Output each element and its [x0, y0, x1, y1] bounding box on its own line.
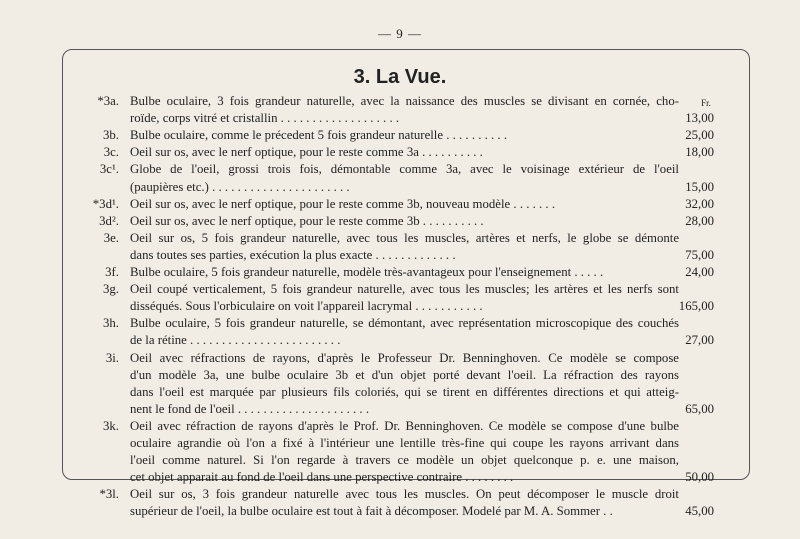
entry-text: Oeil sur os, avec le nerf optique, pour le reste comme 3b, nouveau modèle . . . . . . .	[130, 196, 556, 211]
entry-text: d'un modèle 3a, une bulbe oculaire 3b et d'un objet porté devant l'oeil. La réfraction des rayons	[130, 367, 679, 382]
entry-price: 45,00	[685, 504, 714, 519]
entry-text: (paupières etc.) . . . . . . . . . . . . . . . . . . . . . .	[130, 179, 350, 194]
catalog-line	[0, 127, 800, 144]
entry-price: 75,00	[685, 247, 714, 262]
entry-number: 3f.	[105, 265, 119, 279]
page-number: — 9 —	[378, 26, 422, 41]
catalog-line	[0, 161, 800, 178]
catalog-line	[0, 332, 800, 349]
entry-text: roïde, corps vitré et cristallin . . . . . . . . . . . . . . . . . . .	[130, 111, 400, 126]
entry-price: 15,00	[685, 179, 714, 194]
entry-price: 25,00	[685, 128, 714, 143]
entry-price: 50,00	[685, 470, 714, 485]
catalog-line	[0, 452, 800, 469]
entry-text: Bulbe oculaire, 5 fois grandeur naturelle, modèle très-avantageux pour l'enseignement . . . . .	[130, 265, 604, 279]
entry-text: l'oeil comme naturel. Si l'on regarde à travers ce modèle un objet quelconque p. e. une maison,	[130, 453, 679, 468]
entry-text: oculaire agrandie où l'on a fixé à l'intérieur une lentille très-fine qui coupe les rayons arrivant dans	[130, 436, 679, 450]
entry-number: *3d¹.	[92, 196, 119, 211]
entry-text: Oeil sur os, 5 fois grandeur naturelle, avec tous les muscles, artères et nerfs, le globe se démonte	[130, 230, 679, 245]
catalog-line	[0, 213, 800, 230]
entry-text: Oeil coupé verticalement, 5 fois grandeur naturelle, avec tous les muscles; les artères et les nerfs sont	[130, 282, 679, 297]
entry-price: 28,00	[685, 213, 714, 228]
entry-number: 3d².	[99, 213, 119, 228]
entry-text: Bulbe oculaire, 5 fois grandeur naturelle, se démontant, avec représentation microscopique des couchés	[130, 316, 679, 331]
entry-text: cet objet apparait au fond de l'oeil dans une perspective contraire . . . . . . . .	[130, 470, 514, 485]
entry-number: 3c¹.	[99, 162, 119, 177]
entry-text: Oeil sur os, 3 fois grandeur naturelle avec tous les muscles. On peut décomposer le muscle droit	[130, 487, 679, 502]
entry-number: 3i.	[105, 350, 119, 365]
catalog-line	[0, 247, 800, 264]
entry-price: 65,00	[685, 401, 714, 416]
catalog-line	[0, 435, 800, 452]
entry-text: nent le fond de l'oeil . . . . . . . . . . . . . . . . . . . . .	[130, 401, 370, 416]
entry-text: Oeil sur os, avec le nerf optique, pour le reste comme 3a . . . . . . . . . .	[130, 145, 483, 160]
entry-number: *3l.	[99, 487, 119, 502]
catalog-line	[0, 486, 800, 503]
entry-text: Bulbe oculaire, 3 fois grandeur naturelle, avec la naissance des muscles se divisant en cornée, cho-	[130, 94, 679, 108]
entry-text: Bulbe oculaire, comme le précedent 5 fois grandeur naturelle . . . . . . . . . .	[130, 128, 508, 143]
entry-text: Oeil avec réfractions de rayons, d'après le Professeur Dr. Benninghoven. Ce modèle se compose	[130, 350, 679, 365]
entry-number: *3a.	[97, 94, 119, 108]
catalog-line	[0, 367, 800, 384]
entry-text: de la rétine . . . . . . . . . . . . . . . . . . . . . . . .	[130, 333, 341, 348]
entry-price: 27,00	[685, 333, 714, 348]
entry-number: 3g.	[103, 282, 119, 297]
catalog-line	[0, 93, 800, 110]
catalog-line	[0, 401, 800, 418]
catalog-line	[0, 144, 800, 161]
catalog-line	[0, 264, 800, 281]
catalog-line	[0, 298, 800, 315]
entry-price: 18,00	[685, 145, 714, 160]
entry-number: 3k.	[103, 418, 119, 433]
catalog-line	[0, 179, 800, 196]
entry-text: Oeil sur os, avec le nerf optique, pour le reste comme 3b . . . . . . . . . .	[130, 213, 484, 228]
catalog-line	[0, 196, 800, 213]
entry-number: 3c.	[103, 145, 119, 160]
entry-text: disséqués. Sous l'orbiculaire on voit l'appareil lacrymal . . . . . . . . . . .	[130, 299, 483, 314]
catalog-line	[0, 281, 800, 298]
catalog-line	[0, 418, 800, 435]
section-title: 3. La Vue.	[353, 66, 447, 88]
currency-label: Fr.	[701, 98, 711, 108]
catalog-line	[0, 469, 800, 486]
entry-number: 3b.	[103, 128, 119, 143]
catalog-line	[0, 384, 800, 401]
entry-price: 13,00	[685, 111, 714, 126]
catalog-line	[0, 110, 800, 127]
entry-price: 165,00	[678, 299, 714, 314]
entry-price: 32,00	[685, 196, 714, 211]
catalog-line	[0, 350, 800, 367]
entry-text: supérieur de l'oeil, la bulbe oculaire est tout à fait à décomposer. Modelé par M. A. Sommer . .	[130, 504, 613, 519]
entry-text: Oeil avec réfraction de rayons d'après le Prof. Dr. Benninghoven. Ce modèle se compose d'une bulbe	[130, 418, 679, 433]
catalog-line	[0, 315, 800, 332]
entry-text: dans l'oeil est marquée par plusieurs fils coloriés, qui se tirent en différentes directions et qui atteig-	[130, 384, 679, 399]
catalog-line	[0, 503, 800, 520]
entry-number: 3e.	[103, 230, 119, 245]
catalog-line	[0, 230, 800, 247]
entry-price: 24,00	[685, 265, 714, 279]
entry-number: 3h.	[103, 316, 119, 331]
entry-text: Globe de l'oeil, grossi trois fois, démontable comme 3a, avec le voisinage extérieur de l'oeil	[130, 162, 679, 177]
entry-text: dans toutes ses parties, exécution la plus exacte . . . . . . . . . . . . .	[130, 247, 456, 262]
